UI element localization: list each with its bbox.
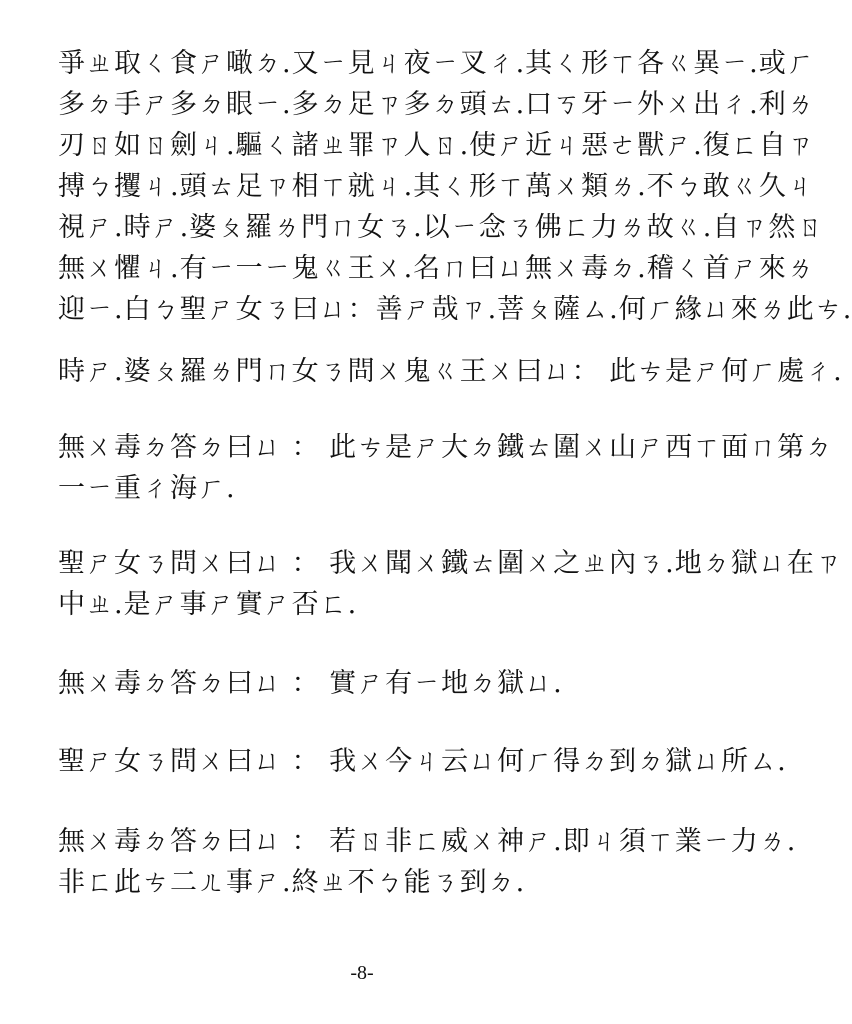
text-line: 搏ㄅ攫ㄐ.頭ㄊ足ㄗ相ㄒ就ㄐ.其ㄑ形ㄒ萬ㄨ類ㄌ.不ㄅ敢ㄍ久ㄐ <box>58 171 815 202</box>
text-line: 聖ㄕ女ㄋ問ㄨ曰ㄩ ： 我ㄨ聞ㄨ鐵ㄊ圍ㄨ之ㄓ內ㄋ.地ㄉ獄ㄩ在ㄗ <box>58 548 843 579</box>
text-line: 聖ㄕ女ㄋ問ㄨ曰ㄩ ： 我ㄨ今ㄐ云ㄩ何ㄏ得ㄉ到ㄉ獄ㄩ所ㄙ. <box>58 746 787 777</box>
text-line: 無ㄨ毒ㄉ答ㄉ曰ㄩ ： 實ㄕ有ㄧ地ㄉ獄ㄩ. <box>58 668 563 699</box>
text-line: 爭ㄓ取ㄑ食ㄕ噉ㄉ.又ㄧ見ㄐ夜ㄧ叉ㄔ.其ㄑ形ㄒ各ㄍ異ㄧ.或ㄏ <box>58 48 815 79</box>
text-line: 時ㄕ.婆ㄆ羅ㄌ門ㄇ女ㄋ問ㄨ鬼ㄍ王ㄨ曰ㄩ： 此ㄘ是ㄕ何ㄏ處ㄔ. <box>58 356 843 387</box>
text-line: 非ㄈ此ㄘ二ㄦ事ㄕ.終ㄓ不ㄅ能ㄋ到ㄉ. <box>58 867 526 898</box>
text-line: 迎ㄧ.白ㄅ聖ㄕ女ㄋ曰ㄩ：善ㄕ哉ㄗ.菩ㄆ薩ㄙ.何ㄏ緣ㄩ來ㄌ此ㄘ. <box>58 294 852 325</box>
text-line: 多ㄉ手ㄕ多ㄉ眼ㄧ.多ㄉ足ㄗ多ㄉ頭ㄊ.口ㄎ牙ㄧ外ㄨ出ㄔ.利ㄌ <box>58 89 815 120</box>
text-line: 中ㄓ.是ㄕ事ㄕ實ㄕ否ㄈ. <box>58 589 358 620</box>
page-number: -8- <box>350 962 374 984</box>
text-line: 一ㄧ重ㄔ海ㄏ. <box>58 473 236 504</box>
text-line: 無ㄨ毒ㄉ答ㄉ曰ㄩ ： 若ㄖ非ㄈ威ㄨ神ㄕ.即ㄐ須ㄒ業ㄧ力ㄌ. <box>58 826 797 857</box>
text-line: 視ㄕ.時ㄕ.婆ㄆ羅ㄌ門ㄇ女ㄋ.以ㄧ念ㄋ佛ㄈ力ㄌ故ㄍ.自ㄗ然ㄖ <box>58 212 825 243</box>
text-line: 無ㄨ懼ㄐ.有ㄧ一ㄧ鬼ㄍ王ㄨ.名ㄇ曰ㄩ無ㄨ毒ㄉ.稽ㄑ首ㄕ來ㄌ <box>58 253 815 284</box>
text-line: 無ㄨ毒ㄉ答ㄉ曰ㄩ ： 此ㄘ是ㄕ大ㄉ鐵ㄊ圍ㄨ山ㄕ西ㄒ面ㄇ第ㄉ <box>58 432 834 463</box>
text-line: 刃ㄖ如ㄖ劍ㄐ.驅ㄑ諸ㄓ罪ㄗ人ㄖ.使ㄕ近ㄐ惡ㄜ獸ㄕ.復ㄈ自ㄗ <box>58 130 815 161</box>
